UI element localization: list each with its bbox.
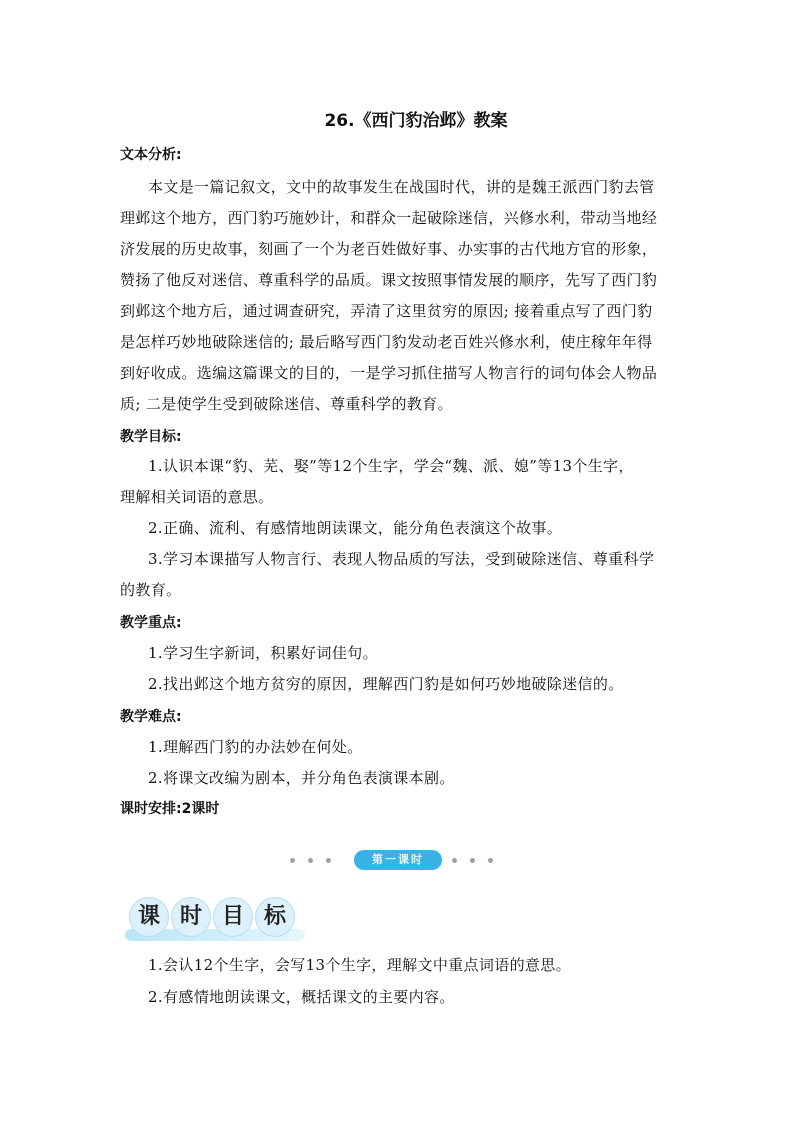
lesson-goal-2: 2.有感情地朗读课文，概括课文的主要内容。 <box>148 988 455 1006</box>
section-title-char: 课 <box>129 897 169 937</box>
key-point-2: 2.找出邺这个地方贫穷的原因，理解西门豹是如何巧妙地破除迷信的。 <box>148 675 624 693</box>
section-title-char: 目 <box>213 897 253 937</box>
lesson-goals-section-header <box>125 897 315 943</box>
banner-dot <box>290 858 295 863</box>
section-title-char: 标 <box>255 897 295 937</box>
schedule-line: 课时安排:2课时 <box>120 801 220 817</box>
teaching-goals-heading: 教学目标: <box>120 429 182 445</box>
analysis-line-2: 理邺这个地方，西门豹巧施妙计，和群众一起破除迷信，兴修水利，带动当地经 <box>120 209 658 227</box>
banner-dot <box>308 858 313 863</box>
analysis-line-7: 到好收成。选编这篇课文的目的，一是学习抓住描写人物言行的词句体会人物品 <box>120 364 658 382</box>
key-point-1: 1.学习生字新词，积累好词佳句。 <box>148 644 378 662</box>
banner-dot <box>326 858 331 863</box>
goal-1-line-2: 理解相关词语的意思。 <box>120 488 274 506</box>
analysis-line-3: 济发展的历史故事，刻画了一个为老百姓做好事、办实事的古代地方官的形象， <box>120 240 658 258</box>
difficult-point-1: 1.理解西门豹的办法妙在何处。 <box>148 738 363 756</box>
banner-dot <box>488 858 493 863</box>
document-title: 26.《西门豹治邺》教案 <box>324 111 508 131</box>
difficult-point-2: 2.将课文改编为剧本，并分角色表演课本剧。 <box>148 769 455 787</box>
lesson-banner <box>282 848 512 874</box>
analysis-line-4: 赞扬了他反对迷信、尊重科学的品质。课文按照事情发展的顺序，先写了西门豹 <box>120 271 658 289</box>
goal-1-line-1: 1.认识本课“豹、芜、娶”等12个生字，学会“魏、派、媳”等13个生字， <box>148 457 634 475</box>
lesson-banner-label: 第一课时 <box>354 850 442 870</box>
lesson-goal-1: 1.会认12个生字，会写13个生字，理解文中重点词语的意思。 <box>148 956 571 974</box>
banner-dot <box>452 858 457 863</box>
goal-2: 2.正确、流利、有感情地朗读课文，能分角色表演这个故事。 <box>148 519 563 537</box>
section-title-char: 时 <box>171 897 211 937</box>
banner-dot <box>470 858 475 863</box>
goal-3-line-1: 3.学习本课描写人物言行、表现人物品质的写法，受到破除迷信、尊重科学 <box>148 550 655 568</box>
goal-3-line-2: 的教育。 <box>120 581 182 599</box>
analysis-line-8: 质; 二是使学生受到破除迷信、尊重科学的教育。 <box>120 395 453 413</box>
analysis-line-5: 到邺这个地方后，通过调查研究，弄清了这里贫穷的原因; 接着重点写了西门豹 <box>120 302 653 320</box>
analysis-line-1: 本文是一篇记叙文，文中的故事发生在战国时代，讲的是魏王派西门豹去管 <box>148 178 655 196</box>
difficult-points-heading: 教学难点: <box>120 709 182 725</box>
analysis-line-6: 是怎样巧妙地破除迷信的; 最后略写西门豹发动老百姓兴修水利，使庄稼年年得 <box>120 333 653 351</box>
key-points-heading: 教学重点: <box>120 615 182 631</box>
text-analysis-heading: 文本分析: <box>120 147 182 163</box>
